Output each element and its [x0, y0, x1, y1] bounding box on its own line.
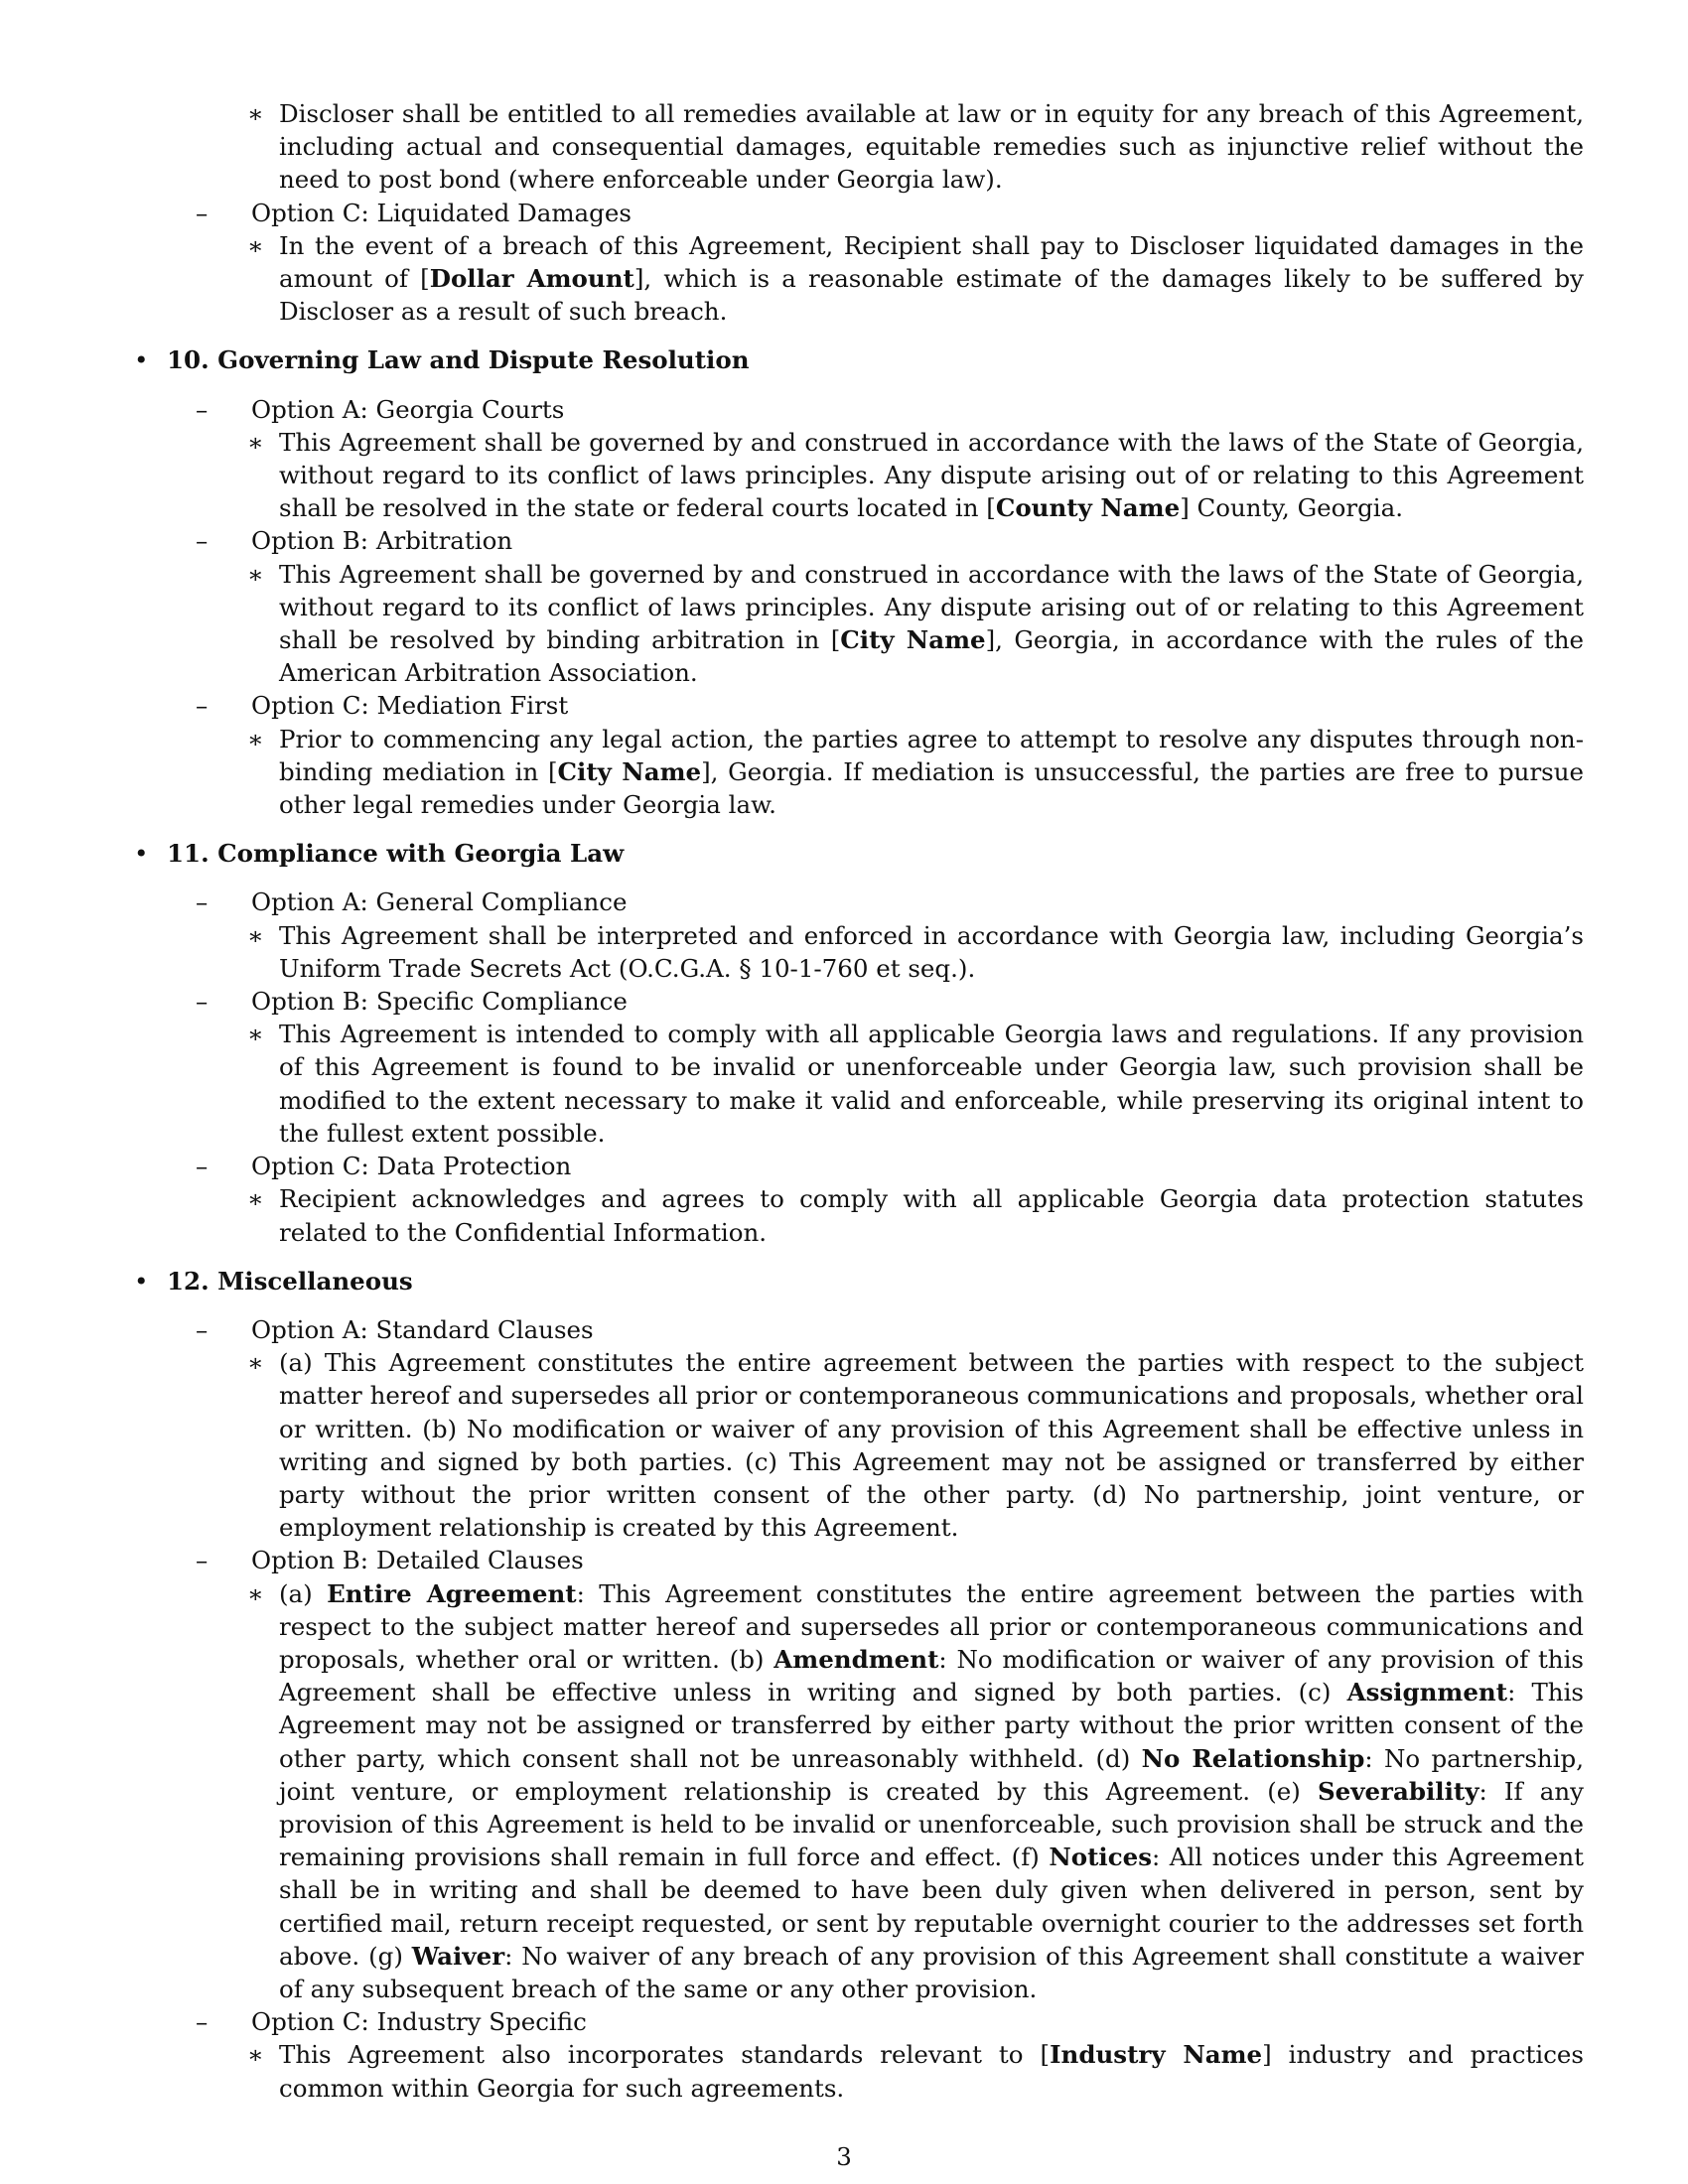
star-bullet: ∗	[247, 1184, 264, 1214]
option-label: – Option A: Standard Clauses	[134, 1313, 1584, 1346]
section-heading-11: • 11. Compliance with Georgia Law	[134, 837, 1584, 870]
star-bullet: ∗	[247, 2040, 264, 2070]
page-number: 3	[836, 2142, 852, 2171]
option-text: ∗ This Agreement shall be governed by and construed in accordance with the laws of the State of Georgia, without regard to its conflict of laws principles. Any dispute arising out of or relating to this Agreement shall be resolved by binding arbitration in [City Name], Georgia, in accordance with the rules of the American Arbitration Association.	[247, 559, 1584, 688]
section-bullet: •	[134, 1266, 149, 1296]
star-bullet: ∗	[247, 427, 264, 457]
option-label: – Option C: Data Protection	[134, 1150, 1584, 1182]
option-text: ∗ Recipient acknowledges and agrees to comply with all applicable Georgia data protection statutes related to the Confidential Information.	[247, 1184, 1584, 1247]
star-bullet: ∗	[247, 230, 264, 260]
document-body	[134, 97, 1584, 2105]
option-text: ∗ This Agreement also incorporates standards relevant to [Industry Name] industry and practices common within Georgia for such agreements.	[247, 2040, 1584, 2103]
star-bullet: ∗	[247, 99, 264, 128]
dash-bullet: –	[196, 887, 209, 917]
option-label: – Option C: Industry Specific	[134, 2005, 1584, 2038]
option-label: – Option B: Specific Compliance	[134, 985, 1584, 1018]
dash-bullet: –	[196, 394, 209, 424]
option-label: – Option C: Mediation First	[134, 689, 1584, 722]
option-text: ∗ This Agreement shall be interpreted and enforced in accordance with Georgia law, including Georgia’s Uniform Trade Secrets Act (O.C.G.A. § 10-1-760 et seq.).	[247, 920, 1584, 983]
option-text: ∗ (a) This Agreement constitutes the entire agreement between the parties with respect to the subject matter hereof and supersedes all prior or contemporaneous communications and proposals, whether oral or written. (b) No modification or waiver of any provision of this Agreement shall be effective unless in writing and signed by both parties. (c) This Agreement may not be assigned or transferred by either party without the prior written consent of the other party. (d) No partnership, joint venture, or employment relationship is created by this Agreement.	[247, 1348, 1584, 1543]
option-label: – Option B: Detailed Clauses	[134, 1544, 1584, 1576]
option-text: ∗ In the event of a breach of this Agreement, Recipient shall pay to Discloser liquidated damages in the amount of [Dollar Amount], which is a reasonable estimate of the damages likely to be suffered by Discloser as a result of such breach.	[247, 230, 1584, 327]
star-bullet: ∗	[247, 724, 264, 753]
star-bullet: ∗	[247, 1348, 264, 1378]
option-text: ∗ This Agreement shall be governed by and construed in accordance with the laws of the State of Georgia, without regard to its conflict of laws principles. Any dispute arising out of or relating to this Agreement shall be resolved in the state or federal courts located in [County Name] County, Georgia.	[247, 427, 1584, 523]
dash-bullet: –	[196, 526, 209, 556]
section-bullet: •	[134, 839, 149, 869]
section-heading-10: • 10. Governing Law and Dispute Resolution	[134, 343, 1584, 376]
star-bullet: ∗	[247, 920, 264, 950]
option-label: – Option A: Georgia Courts	[134, 393, 1584, 426]
option-text: ∗ This Agreement is intended to comply with all applicable Georgia laws and regulations. If any provision of this Agreement is found to be invalid or unenforceable under Georgia law, such provision shall be modified to the extent necessary to make it valid and enforceable, while preserving its original intent to the fullest extent possible.	[247, 1020, 1584, 1148]
section-heading-12: • 12. Miscellaneous	[134, 1265, 1584, 1297]
dash-bullet: –	[196, 691, 209, 721]
star-bullet: ∗	[247, 1578, 264, 1608]
star-bullet: ∗	[247, 1020, 264, 1049]
dash-bullet: –	[196, 1152, 209, 1181]
dash-bullet: –	[196, 1546, 209, 1575]
option-label: – Option A: General Compliance	[134, 886, 1584, 918]
dash-bullet: –	[196, 198, 209, 227]
option-label: – Option B: Arbitration	[134, 524, 1584, 557]
option-text: ∗ (a) Entire Agreement: This Agreement constitutes the entire agreement between the parties with respect to the subject matter hereof and supersedes all prior or contemporaneous communications and proposals, whether oral or written. (b) Amendment: No modification or waiver of any provision of this Agreement shall be effective unless in writing and signed by both parties. (c) Assignment: This Agreement may not be assigned or transferred by either party without the prior written consent of the other party, which consent shall not be unreasonably withheld. (d) No Relationship: No partnership, joint venture, or employment relationship is created by this Agreement. (e) Severability: If any provision of this Agreement is held to be invalid or unenforceable, such provision shall be struck and the remaining provisions shall remain in full force and effect. (f) Notices: All notices under this Agreement shall be in writing and shall be deemed to have been duly given when delivered in person, sent by certified mail, return receipt requested, or sent by reputable overnight courier to the addresses set forth above. (g) Waiver: No waiver of any breach of any provision of this Agreement shall constitute a waiver of any subsequent breach of the same or any other provision.	[247, 1578, 1585, 2003]
section-bullet: •	[134, 345, 149, 375]
option-text: ∗ Prior to commencing any legal action, the parties agree to attempt to resolve any disputes through non-binding mediation in [City Name], Georgia. If mediation is unsuccessful, the parties are free to pursue other legal remedies under Georgia law.	[247, 724, 1585, 820]
dash-bullet: –	[196, 2007, 209, 2037]
dash-bullet: –	[196, 1314, 209, 1344]
star-bullet: ∗	[247, 559, 264, 589]
option-text: ∗ Discloser shall be entitled to all remedies available at law or in equity for any breach of this Agreement, including actual and consequential damages, equitable remedies such as injunctive relief without the need to post bond (where enforceable under Georgia law).	[247, 99, 1584, 195]
option-label: – Option C: Liquidated Damages	[134, 197, 1584, 229]
dash-bullet: –	[196, 987, 209, 1017]
